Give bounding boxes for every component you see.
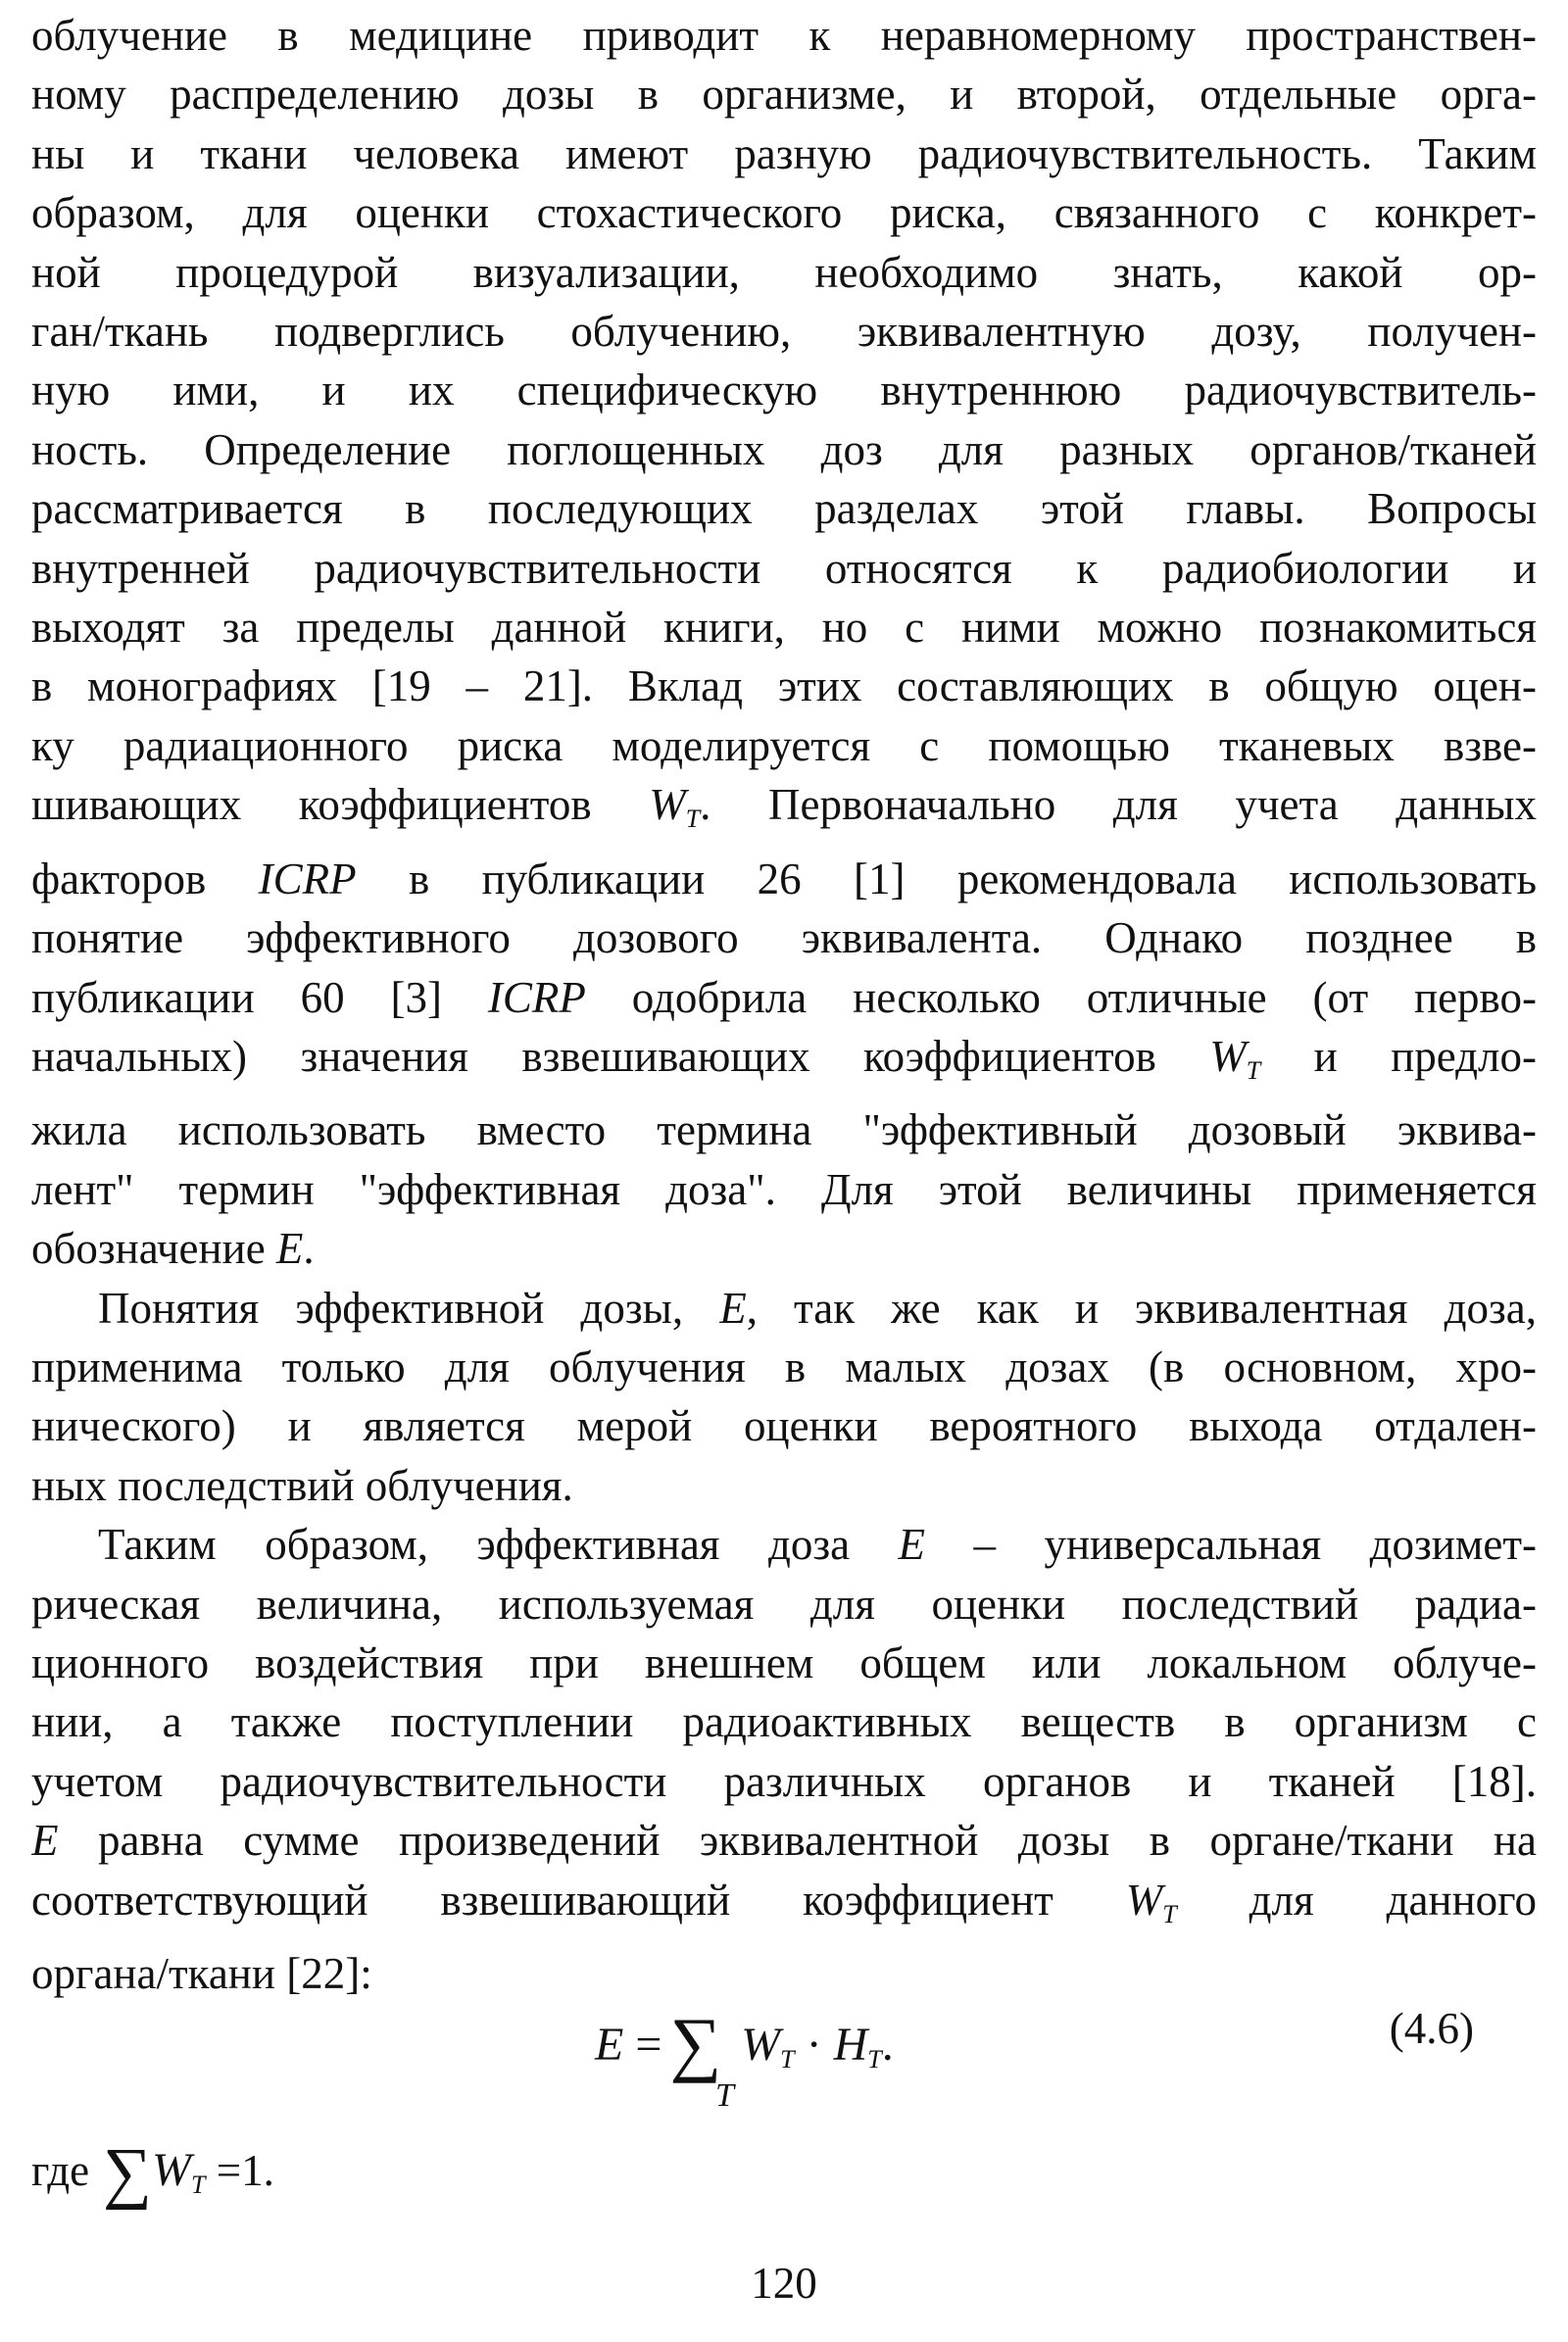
text-segment: Понятия эффективной дозы,: [98, 1283, 720, 1333]
text-segment: .: [303, 1224, 315, 1274]
equals-sign: =: [635, 2019, 662, 2071]
subscript-t: T: [1246, 1055, 1261, 1085]
text-line: ной процедурой визуализации, необходимо знать, какой ор-: [31, 247, 1537, 297]
sum-symbol: ∑: [103, 2135, 152, 2211]
formula-4-6: [31, 1995, 1537, 2113]
variable-e: E: [275, 1224, 304, 1274]
paragraph-3: [31, 1515, 1537, 2003]
text-line: ку радиационного риска моделируется с помощью тканевых взве-: [31, 720, 1537, 770]
text-segment: шивающих коэффициентов: [31, 780, 650, 830]
text-line: органа/ткани [22]:: [31, 1949, 372, 1998]
page-body: [31, 6, 1537, 2211]
text-segment: Таким образом, эффективная доза: [98, 1520, 899, 1570]
text-line: ную ими, и их специфическую внутреннюю радиочувствитель-: [31, 366, 1537, 415]
text-segment: начальных) значения взвешивающих коэффициентов: [31, 1031, 1210, 1081]
text-segment: соответствующий взвешивающий коэффициент: [31, 1875, 1126, 1925]
subscript-t: T: [685, 805, 701, 834]
icrp-abbrev: ICRP: [487, 972, 586, 1022]
text-segment: публикации 60 [3]: [31, 972, 488, 1022]
text-line: внутренней радиочувствительности относятся к радиобиологии и: [31, 543, 1537, 593]
text-segment: обозначение: [31, 1224, 276, 1274]
text-line: рассматривается в последующих разделах этой главы. Вопросы: [31, 484, 1537, 534]
text-segment: одобрила несколько отличные (от перво-: [585, 972, 1537, 1022]
variable-w: W: [152, 2144, 191, 2196]
text-line: нии, а также поступлении радиоактивных веществ в организм с: [31, 1697, 1537, 1747]
text-line: в монографиях [19 – 21]. Вклад этих составляющих в общую оцен-: [31, 661, 1537, 711]
variable-e: E: [898, 1520, 926, 1570]
equation-number: (4.6): [1389, 2004, 1474, 2053]
text-line: рическая величина, используемая для оценки последствий радиа-: [31, 1579, 1537, 1629]
text-segment: . Первоначально для учета данных: [700, 780, 1537, 830]
text-line: выходят за пределы данной книги, но с ними можно познакомиться: [31, 603, 1537, 653]
text-segment: равна сумме произведений эквивалентной дозы в органе/ткани на: [58, 1816, 1537, 1866]
text-line: [31, 1871, 1537, 1944]
sum-index: T: [715, 2077, 734, 2114]
text-segment: факторов: [31, 854, 259, 903]
text-line: ность. Определение поглощенных доз для разных органов/тканей: [31, 424, 1537, 474]
text-line: ному распределению дозы в организме, и второй, отдельные орга-: [31, 70, 1537, 120]
text-segment: и предло-: [1260, 1031, 1537, 1081]
text-line: лент" термин "эффективная доза". Для этой величины применяется: [31, 1164, 1537, 1214]
where-word: где: [31, 2146, 90, 2195]
subscript-t: T: [190, 2171, 206, 2199]
text-line: учетом радиочувствительности различных органов и тканей [18].: [31, 1756, 1537, 1806]
text-line: ны и ткани человека имеют разную радиочувствительность. Таким: [31, 128, 1537, 178]
variable-e: E: [31, 1816, 59, 1866]
paragraph-2: [31, 1279, 1537, 1516]
variable-w: W: [1125, 1875, 1163, 1925]
variable-e: E: [719, 1283, 747, 1333]
text-line: [31, 1027, 1537, 1100]
formula-expression: [595, 1995, 894, 2084]
page-number: 120: [751, 2259, 817, 2308]
text-line: ных последствий облучения.: [31, 1460, 573, 1510]
variable-w: W: [1209, 1031, 1247, 1081]
icrp-abbrev: ICRP: [258, 854, 357, 903]
text-line: [31, 1279, 1537, 1338]
text-line: применима только для облучения в малых дозах (в основном, хро-: [31, 1342, 1537, 1391]
text-segment: – универсальная дозимет-: [925, 1520, 1537, 1570]
variable-w: W: [649, 780, 686, 830]
text-line: облучение в медицине приводит к неравномерному пространствен-: [31, 11, 1537, 60]
where-clause: [31, 2124, 274, 2211]
text-line: ган/ткань подверглись облучению, эквивалентную дозу, получен-: [31, 307, 1537, 357]
text-line: [31, 1219, 1537, 1278]
text-line: [31, 1515, 1537, 1574]
paragraph-1: [31, 6, 1537, 1279]
subscript-t: T: [780, 2045, 795, 2074]
text-segment: , так же как и эквивалентная доза,: [746, 1283, 1537, 1333]
text-line: понятие эффективного дозового эквивалента. Однако позднее в: [31, 913, 1537, 963]
text-line: нического) и является мерой оценки вероятного выхода отдален-: [31, 1401, 1537, 1451]
text-line: [31, 850, 1537, 908]
text-segment: в публикации 26 [1] рекомендовала использовать: [356, 854, 1537, 903]
text-line: образом, для оценки стохастического риска, связанного с конкрет-: [31, 188, 1537, 238]
sum-symbol: ∑: [669, 2004, 722, 2084]
formula-lhs: E: [595, 2019, 624, 2071]
text-line: [31, 968, 1537, 1027]
text-line: [31, 1811, 1537, 1870]
text-line: [31, 775, 1537, 849]
text-segment: для данного: [1176, 1875, 1537, 1925]
where-rhs: =1.: [216, 2146, 274, 2195]
text-line: жила использовать вместо термина "эффективный дозовый эквива-: [31, 1105, 1537, 1155]
variable-h: H: [833, 2019, 868, 2071]
formula-period: .: [881, 2019, 894, 2071]
subscript-t: T: [867, 2045, 882, 2074]
variable-w: W: [741, 2019, 781, 2071]
subscript-t: T: [1162, 1899, 1177, 1928]
multiply-dot: ·: [806, 2019, 822, 2071]
text-line: ционного воздействия при внешнем общем или локальном облуче-: [31, 1637, 1537, 1687]
